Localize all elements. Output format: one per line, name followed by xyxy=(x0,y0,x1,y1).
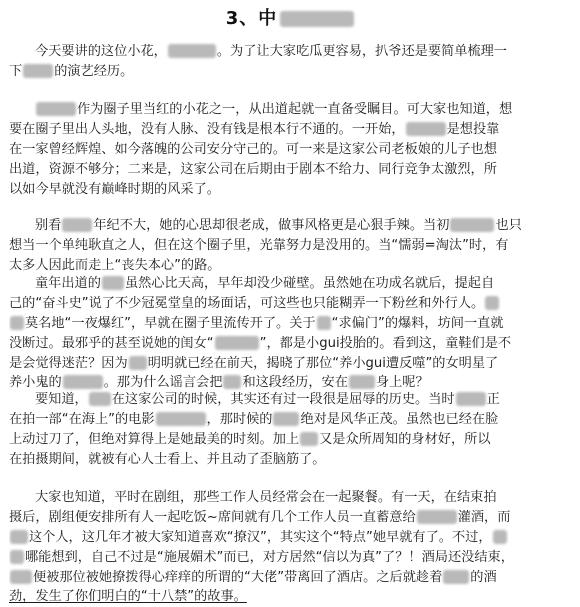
text-line xyxy=(9,314,573,334)
redaction-blur xyxy=(23,64,53,78)
redaction-blur xyxy=(10,550,24,564)
text-run: 莫名地“一夜爆红”，早就在圈子里流传开了。关于 xyxy=(25,315,316,331)
text-run: “求偏门”的爆料，坊间一直就 xyxy=(331,315,504,331)
text-run: 要在圈子里出人头地，没有人脉、没有钱是根本行不通的。一开始， xyxy=(9,121,405,137)
article-title xyxy=(226,4,355,30)
text-run: 是想投靠 xyxy=(446,121,500,137)
text-line xyxy=(9,488,573,508)
text-run: 太多人因此而走上“丧失本心”的路。 xyxy=(9,257,221,273)
text-run: 这个人，这几年才被大家知道喜欢“撩汉”，其实这个“特点”她早就有了。不过， xyxy=(29,529,492,545)
text-run: 是会觉得迷茫？因为 xyxy=(9,355,128,371)
redaction-blur xyxy=(10,316,24,330)
text-line xyxy=(9,100,573,120)
redaction-blur xyxy=(300,432,318,446)
redaction-blur xyxy=(36,102,76,116)
text-run: 没断过。最邪乎的甚至说她的闺女“ xyxy=(9,335,214,351)
text-run: 的酒 xyxy=(470,569,497,585)
text-run: 童年出道的 xyxy=(35,276,101,291)
redaction-blur xyxy=(168,44,216,58)
text-run: 明明就已经在前天，揭晓了那位“养小gui遭反噬”的女明星了 xyxy=(147,355,499,371)
text-line xyxy=(9,140,573,160)
paragraph xyxy=(9,100,573,199)
text-line xyxy=(9,548,573,568)
text-run: 在一家曾经辉煌、如今落魄的公司安分守己的。可一来是这家公司老板娘的儿子也想 xyxy=(9,141,497,157)
text-run: 又是众所周知的身材好，所以 xyxy=(319,431,491,447)
redaction-blur xyxy=(223,375,241,389)
redaction-blur xyxy=(62,218,92,232)
redaction-blur xyxy=(10,570,32,584)
text-line xyxy=(9,508,573,528)
text-line xyxy=(9,430,573,450)
redaction-blur xyxy=(417,510,457,524)
paragraph xyxy=(9,42,573,82)
text-line xyxy=(9,450,573,470)
text-line xyxy=(9,334,573,354)
text-line xyxy=(9,587,573,607)
paragraph xyxy=(9,216,573,276)
text-line xyxy=(9,236,573,256)
text-run: 虽然心比天高，早年却没少碰壁。虽然她在功成名就后，提起自 xyxy=(124,276,495,291)
text-run: 绝对是风华正茂。虽然也已经在脸 xyxy=(300,411,499,427)
redaction-blur xyxy=(273,412,299,426)
redacted-title-blur xyxy=(280,11,354,27)
text-line xyxy=(9,568,573,588)
redaction-blur xyxy=(450,218,494,232)
text-line xyxy=(9,62,573,82)
text-run: 也只 xyxy=(495,218,522,233)
paragraph xyxy=(9,488,573,607)
text-run: 哪能想到，自己不过是“施展媚术”而已，对方居然“信以为真”了？！酒局还没结束， xyxy=(25,549,514,565)
text-line xyxy=(9,216,573,236)
text-run: 。那为什么谣言会把 xyxy=(103,375,223,391)
redaction-blur xyxy=(493,530,507,544)
text-run: 作为圈子里当红的小花之一，从出道起就一直备受瞩目。可大家也知道，想 xyxy=(77,102,513,117)
redaction-blur xyxy=(456,392,486,406)
text-line xyxy=(9,390,573,410)
text-line xyxy=(9,354,573,374)
redaction-blur xyxy=(89,392,111,406)
redaction-blur xyxy=(406,122,446,136)
redaction-blur xyxy=(129,356,147,370)
redaction-blur xyxy=(443,570,469,584)
title-row xyxy=(0,4,580,30)
text-run: 己的“奋斗史”说了不少冠冕堂皇的场面话，可这些也只能糊弄一下粉丝和外行人。 xyxy=(9,295,485,311)
redaction-blur xyxy=(156,412,206,426)
text-line xyxy=(9,42,573,62)
text-run: 在这家公司的时候，其实还有过一段很是屈辱的历史。当时 xyxy=(111,392,455,407)
text-run: 上动过刀了，但绝对算得上是她最美的时刻。加上 xyxy=(9,431,300,447)
text-run: 养小鬼的 xyxy=(9,375,62,391)
text-line xyxy=(9,180,573,200)
text-line xyxy=(9,294,573,314)
text-line xyxy=(9,256,573,276)
text-run: 出道，资源不够分；二来是，这家公司在后期由于剧本不给力、同行竞争太激烈，所 xyxy=(9,161,497,177)
text-run: 大家也知道，平时在剧组，那些工作人员经常会在一起聚餐。有一天，在结束拍 xyxy=(35,490,497,505)
text-run: 的演艺经历。 xyxy=(54,63,134,79)
text-run: ”，都是小gui投胎的。看到这，童鞋们是不 xyxy=(259,335,512,351)
text-run: 和这段经历，安在 xyxy=(242,375,348,391)
paragraph xyxy=(9,390,573,470)
text-run: 灌酒，而 xyxy=(457,509,511,525)
text-run: ，那时候的 xyxy=(206,411,273,427)
redaction-blur xyxy=(317,316,331,330)
text-run: 今天要讲的这位小花， xyxy=(35,44,167,59)
redaction-blur xyxy=(485,296,499,310)
text-line xyxy=(9,410,573,430)
redaction-blur xyxy=(102,276,124,290)
text-line xyxy=(9,528,573,548)
redaction-blur xyxy=(63,375,103,389)
text-run: 年纪不大，她的心思却很老成，做事风格更是心狠手辣。当初 xyxy=(93,218,450,233)
text-run: 劲，发生了你们明白的“十八禁”的故事。 xyxy=(9,589,247,605)
text-run: 在拍摄期间，就被有心人士看上、并且动了歪脑筋了。 xyxy=(9,451,326,467)
redaction-blur xyxy=(349,375,375,389)
paragraph xyxy=(9,274,573,393)
text-run: 摄后，剧组便安排所有人一起吃饭~席间就有几个工作人员一直蓄意给 xyxy=(9,509,416,525)
redaction-blur xyxy=(215,336,259,350)
text-run: 以如今早就没有巅峰时期的风采了。 xyxy=(9,181,220,197)
text-run: 。为了让大家吃瓜更容易，扒爷还是要简单梳理一 xyxy=(216,44,507,59)
text-run: 要知道， xyxy=(35,392,88,407)
text-line xyxy=(9,120,573,140)
text-run: 身上呢？ xyxy=(375,375,429,391)
text-line xyxy=(9,274,573,294)
text-run: 在拍一部“在海上”的电影 xyxy=(9,411,155,427)
text-run: 下 xyxy=(9,63,23,79)
redaction-blur xyxy=(10,530,28,544)
text-run: 便被那位被她撩拨得心痒痒的所谓的“大佬”带离回了酒店。之后就趁着 xyxy=(33,569,443,585)
text-line xyxy=(9,160,573,180)
text-run: 想当一个单纯耿直之人，但在这个圈子里，光靠努力是没用的。当“懦弱=淘汰”时，有 xyxy=(9,237,509,253)
text-run: 正 xyxy=(486,392,500,407)
title-text: 3、中 xyxy=(225,8,278,29)
text-run: 别看 xyxy=(35,218,62,233)
